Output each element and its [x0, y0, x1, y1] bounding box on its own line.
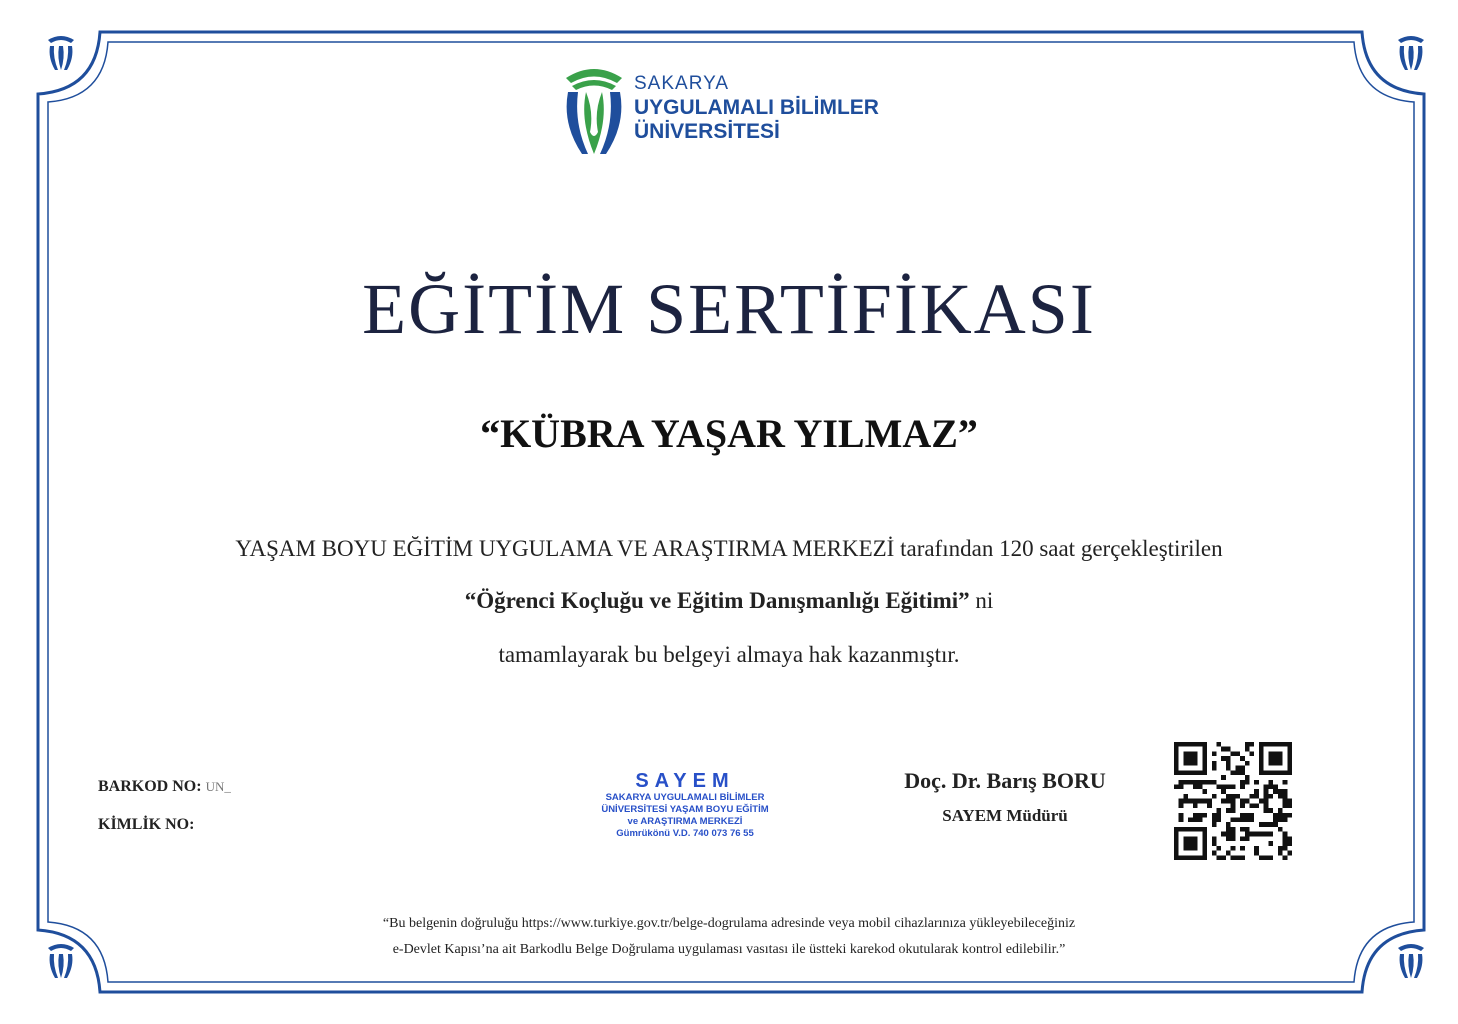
verification-note-line-2: e-Devlet Kapısı’na ait Barkodlu Belge Doğrulama uygulaması vasıtası ile üstteki karekod okutularak kontrol edilebilir.”: [392, 942, 1066, 957]
completion-text: tamamlayarak bu belgeyi almaya hak kazanmıştır.: [498, 642, 960, 667]
logo-line-2: UYGULAMALI BİLİMLER: [634, 96, 879, 119]
stamp-title: SAYEM: [635, 770, 735, 792]
stamp-line-3: ve ARAŞTIRMA MERKEZİ: [627, 816, 743, 827]
university-emblem-icon: [1394, 32, 1428, 72]
verification-note-line-1: “Bu belgenin doğruluğu https://www.turkiye.gov.tr/belge-dogrulama adresinde veya mobil cihazlarınıza yükleyebileceğiniz: [382, 916, 1076, 931]
qr-code-icon: [1172, 742, 1294, 860]
logo-line-1: SAKARYA: [634, 73, 730, 94]
organization-name: YAŞAM BOYU EĞİTİM UYGULAMA VE ARAŞTIRMA MERKEZİ: [235, 536, 895, 561]
signatory-name: Doç. Dr. Barış BORU: [904, 768, 1106, 793]
logo-line-3: ÜNİVERSİTESİ: [634, 120, 780, 143]
course-name: “Öğrenci Koçluğu ve Eğitim Danışmanlığı Eğitimi”: [464, 588, 970, 613]
university-logo: [560, 62, 900, 162]
certificate-title: EĞİTİM SERTİFİKASI: [362, 269, 1096, 349]
barcode-value: UN_: [205, 779, 231, 794]
kimlik-row: [98, 816, 194, 834]
stamp-line-2: ÜNİVERSİTESİ YAŞAM BOYU EĞİTİM: [601, 804, 769, 815]
barcode-label: BARKOD NO:: [98, 778, 202, 795]
stamp-line-4: Gümrükönü V.D. 740 073 76 55: [616, 828, 754, 839]
organization-stamp: [560, 770, 810, 840]
body-line-2: [0, 588, 1458, 614]
stamp-line-1: SAKARYA UYGULAMALI BİLİMLER: [605, 792, 765, 803]
university-emblem-icon: [44, 32, 78, 72]
body-line-1: [0, 536, 1458, 562]
signatory-role: SAYEM Müdürü: [942, 806, 1068, 825]
recipient-name: “KÜBRA YAŞAR YILMAZ”: [480, 411, 978, 456]
organization-suffix: tarafından 120 saat gerçekleştirilen: [894, 536, 1223, 561]
course-suffix: ni: [969, 588, 994, 613]
university-logo-icon: [560, 62, 628, 158]
barcode-row: [98, 778, 231, 796]
kimlik-label: KİMLİK NO:: [98, 816, 195, 833]
